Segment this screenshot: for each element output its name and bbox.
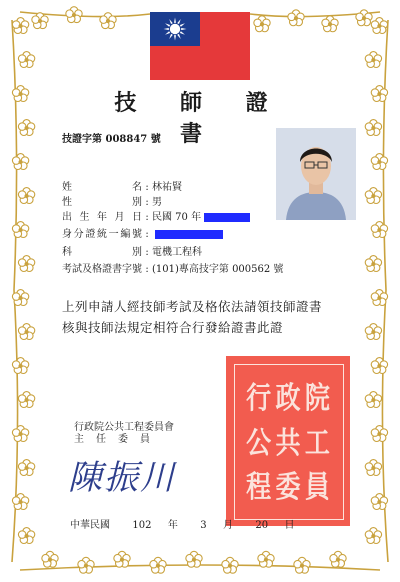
official-seal xyxy=(226,356,350,526)
field-label: 出生年月日 xyxy=(62,212,142,223)
agency-title: 主任委員 xyxy=(74,434,162,445)
seal-character: 政 xyxy=(275,380,301,416)
field-label: 考試及格證書字號 xyxy=(62,264,142,275)
field-value: 民國 70 年 xyxy=(152,212,202,223)
field-label: 姓名 xyxy=(62,182,142,193)
date-day: 20 xyxy=(255,520,269,531)
seal-character: 院 xyxy=(304,380,330,416)
redaction-box xyxy=(204,213,250,222)
seal-character: 程 xyxy=(246,470,272,505)
national-flag xyxy=(150,12,250,80)
seal-character: 委 xyxy=(275,470,301,505)
date-month: 3 xyxy=(200,520,207,531)
signature: 陳振川 xyxy=(68,458,176,498)
statement-line: 上列申請人經技師考試及格依法請領技師證書 xyxy=(62,299,323,314)
date-year: 102 xyxy=(132,520,152,531)
seal-character: 共 xyxy=(275,425,301,461)
field-value: 電機工程科 xyxy=(152,247,202,258)
redaction-box xyxy=(155,230,223,239)
statement-line: 核與技師法規定相符合行發給證書此證 xyxy=(62,320,284,335)
seal-character: 工 xyxy=(304,425,330,461)
field-label: 身分證統一編號 xyxy=(62,229,142,240)
field-label: 科別 xyxy=(62,247,142,258)
agency-name: 行政院公共工程委員會 xyxy=(74,422,174,433)
seal-character: 行 xyxy=(246,380,272,416)
date-month-unit: 月 xyxy=(222,520,233,531)
field-value: 林祐賢 xyxy=(152,182,182,193)
issuing-agency xyxy=(74,422,174,446)
issue-date xyxy=(70,516,294,531)
applicant-photo xyxy=(276,128,356,220)
field-id-number: 身分證統一編號 : xyxy=(62,228,223,242)
certificate-title: 技 師 證 書 xyxy=(114,90,286,147)
field-birthdate: 出生年月日 : 民國 70 年 xyxy=(62,211,250,225)
seal-character: 公 xyxy=(246,425,272,461)
field-discipline: 科別 : 電機工程科 xyxy=(62,247,202,258)
field-name: 姓名 : 林祐賢 xyxy=(62,182,182,193)
certificate-number: 技證字第 008847 號 xyxy=(62,134,161,145)
field-label: 性別 xyxy=(62,197,142,208)
date-day-unit: 日 xyxy=(284,520,295,531)
date-year-unit: 年 xyxy=(167,520,178,531)
date-era: 中華民國 xyxy=(70,520,110,531)
field-value: (101)專高技字第 000562 號 xyxy=(152,264,284,275)
certificate-statement xyxy=(62,296,362,338)
white-sun-icon xyxy=(150,12,200,46)
seal-character: 員 xyxy=(304,470,330,505)
field-exam-number: 考試及格證書字號 : (101)專高技字第 000562 號 xyxy=(62,264,284,275)
flag-canton xyxy=(150,12,200,46)
field-gender: 性別 : 男 xyxy=(62,197,162,208)
field-value: 男 xyxy=(152,197,162,208)
